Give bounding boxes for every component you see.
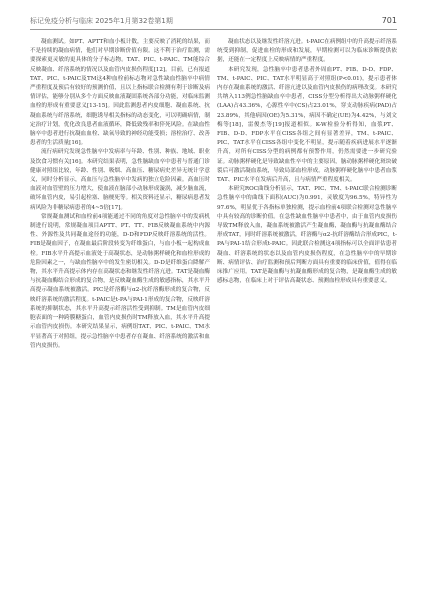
journal-title: 标记免疫分析与临床 2025年1月第32卷第1期	[30, 17, 173, 25]
paragraph: 常规凝血测试和血栓前4项能通过不同的角度对急性脑卒中的发病机制进行说明，常规凝血项目APTT、PT、TT、FIB反映凝血系统中内源性、外源性及共同凝血途径的功能，D-D和FDP反映纤溶系统的活性。FIB是凝血因子，在凝血最后阶段转变为纤维蛋白，与血小板一起构成血栓。FIB水平升高提示血液处于高凝状态，是动脉粥样硬化和血栓形成的危险因素之一，与缺血性脑卒中的发生密切相关。D-D是纤维蛋白降解产物，其水平升高提示体内存在高凝状态和继发性纤溶亢进。TAT是凝血酶与抗凝血酶结合形成的复合物，是反映凝血酶生成的敏感指标，其水平升高提示凝血系统被激活。PIC是纤溶酶与α2-抗纤溶酶形成的复合物，反映纤溶系统的激活程度。t-PAIC是t-PA与PAI-1形成的复合物，反映纤溶系统的抑制状态，其水平升高提示纤溶活性受到抑制。TM是血管内皮细胞表面的一种跨膜糖蛋白，血管内皮损伤时TM释放入血，其水平升高提示血管内皮损伤。本研究结果显示，病例组TAT、PIC、t-PAIC、TM水平显著高于对照组，提示急性脑卒中患者存在凝血、纤溶系统的激活和血管内皮损伤。	[30, 213, 210, 349]
paragraph: 流行病研究发现急性脑卒中发病率与年龄、性别、种族、地域、职业及饮食习惯有关[16]。本研究结果表明，急性脑缺血卒中患者与普通门诊健康对照组比较，年龄、性别、吸烟、高血压、糖尿病史差异无统计学意义，同时分析显示，高血压与急性脑卒中发病的独立危险因素。高血压时血液对血管壁的压力增大，使血液在脑部小动脉形成漩涡，减少脑血流，破坏血管内皮，易引起栓塞、脑梗死等。相关资料还显示，糖尿病患者发病风险为非糖尿病患者的4~5倍[17]。	[30, 149, 210, 211]
paragraph: 本研究发现，急性脑卒中患者患者外周血PT、FIB、D-D、FDP、TM、t-PAIC、PIC、TAT水平明显高于对照组(P<0.01)，提示患者体内存在凝血系统的激活、纤溶亢进以及血管内皮损伤的病理改变。本研究共纳入113例急性脑缺血卒中患者，CISS分型分析得出大动脉粥样硬化(LAA)占43.36%，心源性卒中(CS)占23.01%，穿支动脉疾病(PAD)占23.89%，其他病因(OE)为5.31%，病因不确定(UE)为4.42%，与刘文梅等[18]，雷俊杰等[19]报道相似。K-W检验分析得知，血浆PT、FIB、D-D、FDP水平在CISS各组之间有显著差异，TM、t-PAIC、PIC、TAT水平在CISS各组中变化不明显，提示随着疾病进展水平逐渐升高，对所有CISS分型的病例都有预警作用，仍然需要进一步研究验证。动脉粥样硬化是导致缺血性卒中的主要原因，脑动脉粥样硬化斑块破裂后可激活凝血系统，导致局部血栓形成。动脉粥样硬化脑卒中患者血浆TAT、PIC水平在发病后升高，且与病情严重程度相关。	[217, 66, 397, 184]
header-divider	[30, 29, 397, 30]
left-text-column	[30, 38, 210, 598]
page-header	[30, 16, 397, 28]
paragraph: 本研究ROC曲线分析显示，TAT、PIC、TM、t-PAIC联合检测诊断急性脑卒中的曲线下面积(AUC)为0.991，灵敏度为96.5%，特异性为97.6%，明显优于各指标单独检测，提示血栓前4项联合检测对急性脑卒中具有较高的诊断价值。在急性缺血性脑卒中患者中，由于血管内皮损伤导致TM释放入血，凝血系统被激活产生凝血酶，凝血酶与抗凝血酶结合形成TAT，同时纤溶系统被激活，纤溶酶与α2-抗纤溶酶结合形成PIC，t-PA与PAI-1结合形成t-PAIC。因此联合检测这4项指标可以全面评估患者凝血、纤溶系统的状态以及血管内皮损伤程度，在急性脑卒中的早期诊断、病情评估、治疗监测和预后判断方面具有重要的临床价值，值得在临床推广应用。TAT是凝血酶与抗凝血酶形成的复合物，是凝血酶生成的敏感标志物，在临床上对于评估高凝状态、预测血栓形成具有重要意义。	[217, 186, 397, 285]
page-number: 701	[381, 16, 397, 25]
paragraph: 凝血状态以及继发性纤溶亢进。t-PAIC在病例组中的升高提示纤溶系统受到抑制，促进血栓的形成和发展，早期检测可以为临床诊断提供依据，还能在一定程度上反映病情的严重程度。	[217, 39, 397, 64]
paragraph: 凝血测试。如PT、APTT和血小板计数，主要反映了消耗的结果，而不是持续的凝血病情，他们对早期诊断价值有限。这不利于治疗监测，需要探索更灵敏的更具体的分子标志物。TAT、PIC、t-PAIC、TM能综合反映凝血、纤溶系统的情况以及血管内皮损伤程度[12]。目前，已有报道TAT、PIC、t-PAIC及TM这4种血栓前标志物对急性缺血性脑卒中病情严重程度及预后有较好的预测价值，且以上指标联合检测有利于诊断及病情评估，能够分别从多个方面反映血液凝固系统各部分功能，对临床监测血栓的形成有重要意义[13-15]。因此监测患者内皮细胞、凝血系统、抗凝血系统与纤溶系统，细胞诱导相关指标的动态变化，可以明确病情，制定治疗计划，优化改良患者血液循环，降低致残率和猝死风险。在缺血性脑卒中患者进行抗凝血血栓、缺氧导致的神经功能受损；溶栓治疗、改善患者的生活质量[16]。	[30, 39, 210, 147]
right-text-column	[217, 38, 397, 598]
